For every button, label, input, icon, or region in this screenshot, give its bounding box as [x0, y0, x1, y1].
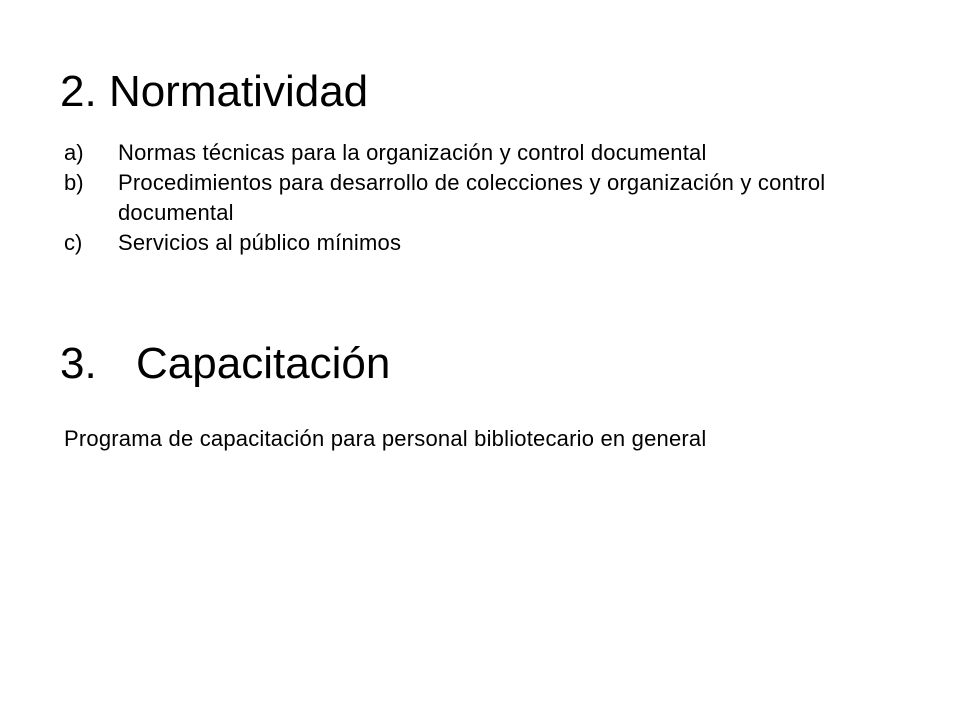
list-marker: a) [64, 140, 84, 165]
normatividad-list [64, 138, 944, 258]
section-title-capacitacion [60, 339, 391, 388]
section-title-normatividad [60, 67, 369, 116]
list-item-text: Servicios al público mínimos [118, 230, 402, 255]
list-item-text: Normas técnicas para la organización y control documental [118, 140, 707, 165]
list-item [64, 168, 944, 228]
list-item-text: Procedimientos para desarrollo de colecciones y organización y control documental [118, 170, 826, 225]
list-marker: c) [64, 230, 83, 255]
list-item [64, 228, 944, 258]
section-number: 2. [60, 67, 97, 116]
list-marker: b) [64, 170, 84, 195]
section-title-text: Capacitación [136, 339, 391, 388]
capacitacion-paragraph: Programa de capacitación para personal bibliotecario en general [64, 426, 707, 451]
list-item [64, 138, 944, 168]
section-number: 3. [60, 339, 97, 388]
section-title-text: Normatividad [108, 67, 369, 116]
